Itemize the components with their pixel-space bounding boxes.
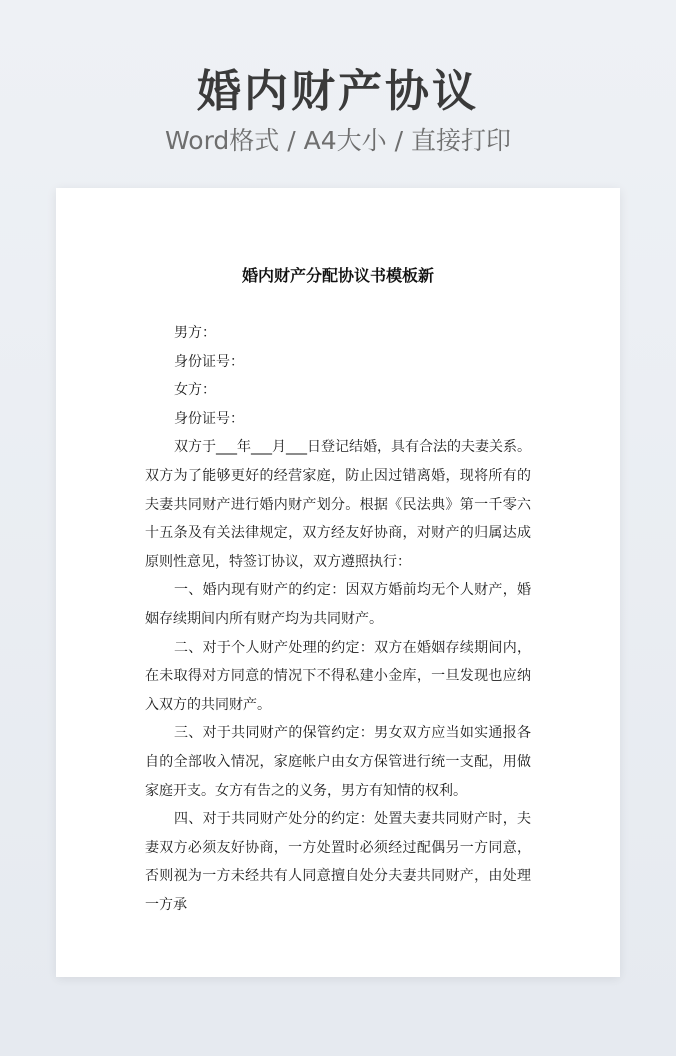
document-title: 婚内财产分配协议书模板新 — [241, 266, 434, 285]
female-id-number-field: 身份证号： — [174, 410, 244, 427]
clause-2-paragraph: 二、对于个人财产处理的约定：双方在婚姻存续期间内，在未取得对方同意的情况下不得私建小金库，一旦发现也应纳入双方的共同财产。 — [145, 639, 531, 713]
male-id-number-field: 身份证号： — [174, 353, 244, 370]
page-title: 婚内财产协议 — [197, 66, 479, 117]
page-header — [0, 62, 676, 158]
page-subtitle: Word格式 / A4大小 / 直接打印 — [165, 126, 511, 155]
clause-4-paragraph: 四、对于共同财产处分的约定：处置夫妻共同财产时，夫妻双方必须友好协商，一方处置时必须经过配偶另一方同意，否则视为一方未经共有人同意擅自处分夫妻共同财产，由处理一方承 — [145, 811, 531, 913]
preamble-paragraph: 双方于___年___月___日登记结婚，具有合法的夫妻关系。双方为了能够更好的经营家庭，防止因过错离婚，现将所有的夫妻共同财产进行婚内财产划分。根据《民法典》第一千零六十五条及有关法律规定，双方经友好协商，对财产的归属达成原则性意见，特签订协议，双方遵照执行： — [145, 439, 531, 570]
document-body — [145, 319, 531, 919]
clause-3-paragraph: 三、对于共同财产的保管约定：男女双方应当如实通报各自的全部收入情况，家庭帐户由女方保管进行统一支配，用做家庭开支。女方有告之的义务，男方有知情的权利。 — [145, 725, 531, 799]
clause-1-paragraph: 一、婚内现有财产的约定：因双方婚前均无个人财产，婚姻存续期间内所有财产均为共同财产。 — [145, 582, 531, 627]
female-party-field: 女方： — [174, 382, 216, 399]
document-page — [56, 188, 620, 977]
male-party-field: 男方： — [174, 325, 216, 341]
